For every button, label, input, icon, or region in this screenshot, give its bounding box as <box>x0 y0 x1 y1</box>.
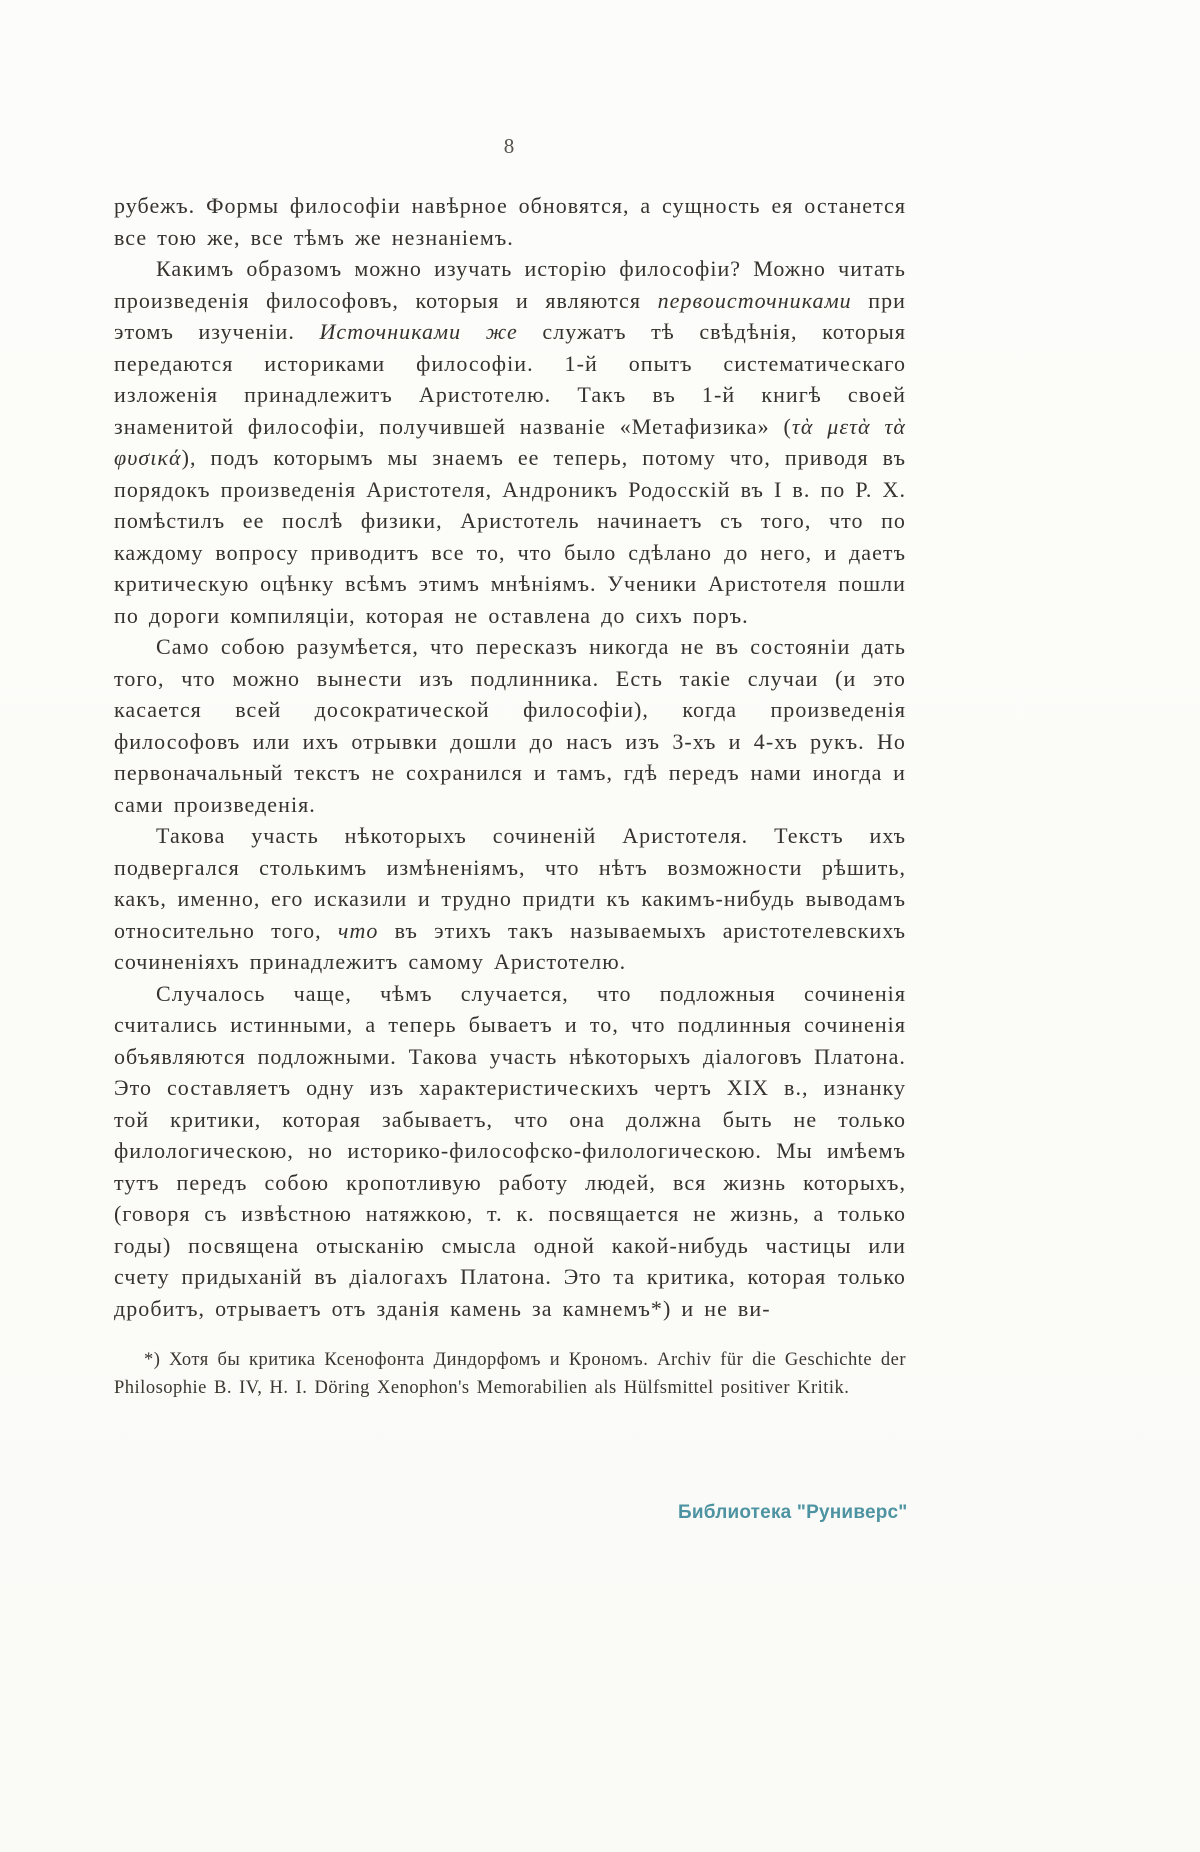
text-run: рубежъ. Формы философіи навѣрное обновятся, а сущность ея останется все тою же, все тѣмъ же незнаніемъ. <box>114 193 906 250</box>
text-run: Какимъ образомъ можно изучать исторію философіи? Можно читать произведенія философовъ, которыя и являются <box>114 256 906 313</box>
text-run: Случалось чаще, чѣмъ случается, что подложныя сочиненія считались истинными, а теперь бываетъ и то, что подлинныя сочиненія объявляются подложными. Такова участь нѣкоторыхъ діалоговъ Платона. Это составляетъ одну изъ характеристическихъ чертъ XIX в., изнанку той критики, которая забываетъ, что она должна быть не только филологическою, но историко-философско-филологическою. Мы имѣемъ тутъ передъ собою кропотливую работу людей, вся жизнь которыхъ, (говоря съ извѣстною натяжкою, т. к. посвящается не жизнь, а только годы) посвящена отысканію смысла одной какой-нибудь частицы или счету придыханій въ діалогахъ Платона. Это та критика, которая только дробитъ, отрываетъ отъ зданія камень за камнемъ*) и не ви- <box>114 980 906 1321</box>
text-run: при этомъ изученіи. <box>114 287 906 344</box>
page-number: 8 <box>503 134 515 158</box>
library-watermark: Библиотека "Руниверс" <box>678 1502 908 1523</box>
paragraph <box>114 253 906 631</box>
paragraph <box>114 631 906 820</box>
greek-phrase: τὰ μετὰ τὰ φυσικά <box>114 413 906 470</box>
main-text <box>114 190 906 1402</box>
footnote <box>114 1346 906 1402</box>
text-run: Такова участь нѣкоторыхъ сочиненій Аристотеля. Текстъ ихъ подвергался столькимъ измѣненіямъ, что нѣтъ возможности рѣшить, какъ, именно, его исказили и трудно придти къ какимъ-нибудь выводамъ относительно того, <box>114 823 906 943</box>
text-run: въ этихъ такъ называемыхъ аристотелевскихъ сочиненіяхъ принадлежитъ самому Аристотелю. <box>114 917 906 974</box>
paragraph <box>114 978 906 1325</box>
text-run: ), подъ которымъ мы знаемъ ее теперь, потому что, приводя въ порядокъ произведенія Аристотеля, Андроникъ Родосскій въ I в. по Р. X. помѣстилъ ее послѣ физики, Аристотель начинаетъ съ того, что по каждому вопросу приводитъ все то, что было сдѣлано до него, и даетъ критическую оцѣнку всѣмъ этимъ мнѣніямъ. Ученики Аристотеля пошли по дороги компиляціи, которая не оставлена до сихъ поръ. <box>114 445 906 628</box>
paragraph <box>114 820 906 978</box>
text-run-italic: что <box>337 917 379 943</box>
footnote-text: *) Хотя бы критика Ксенофонта Диндорфомъ и Крономъ. Archiv für die Geschichte der Philosophie B. IV, H. I. Döring Xenophon's Memorabilien als Hülfsmittel positiver Kritik. <box>114 1350 906 1398</box>
text-run: Само собою разумѣется, что пересказъ никогда не въ состояніи дать того, что можно вынести изъ подлинника. Есть такіе случаи (и это касается всей досократической философіи), когда произведенія философовъ или ихъ отрывки дошли до насъ изъ 3-хъ и 4-хъ рукъ. Но первоначальный текстъ не сохранился и тамъ, гдѣ передъ нами иногда и сами произведенія. <box>114 634 906 817</box>
text-run-italic: первоисточниками <box>657 287 852 313</box>
text-run-italic: Источниками же <box>319 319 518 344</box>
paragraph <box>114 190 906 253</box>
text-run: служатъ тѣ свѣдѣнія, которыя передаются историками философіи. 1-й опытъ систематическаго изложенія принадлежитъ Аристотелю. Такъ въ 1-й книгѣ своей знаменитой философіи, получившей названіе «Метафизика» ( <box>114 319 906 439</box>
